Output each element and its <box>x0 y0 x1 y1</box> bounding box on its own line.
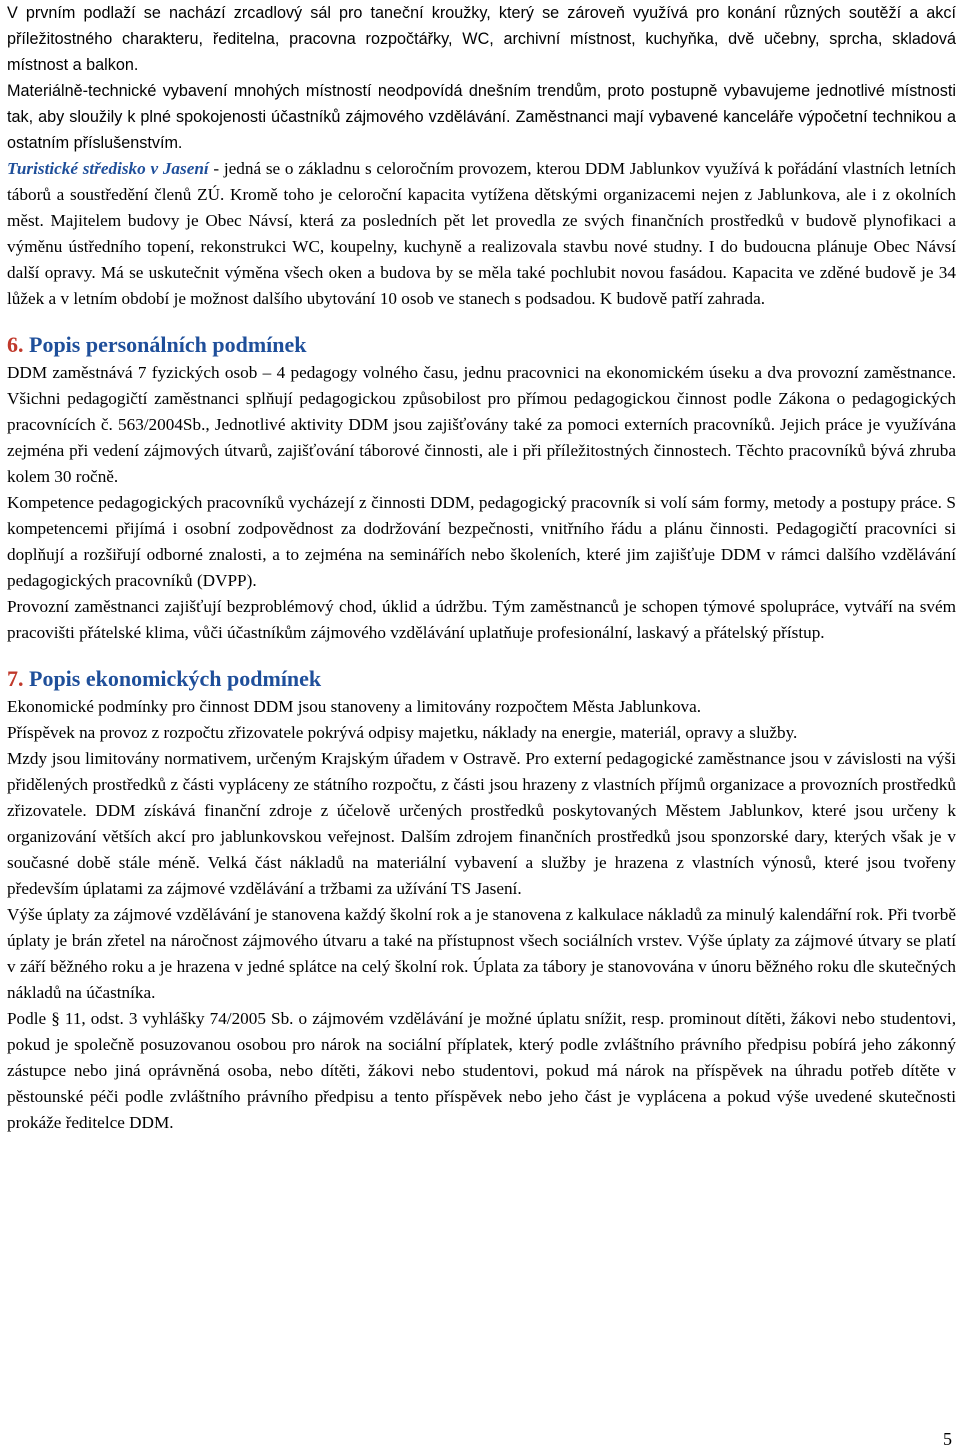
section-7-paragraph-2: Příspěvek na provoz z rozpočtu zřizovatele pokrývá odpisy majetku, náklady na energie, materiál, opravy a služby. <box>7 723 798 742</box>
page-number: 5 <box>943 1429 952 1449</box>
spacer <box>7 646 956 664</box>
paragraph-first-floor: V prvním podlaží se nachází zrcadlový sál pro taneční kroužky, který se zároveň využívá pro konání různých soutěží a akcí příležitostného charakteru, ředitelna, pracovna rozpočtářky, WC, archivní místnost, kuchyňka, dvě učebny, sprcha, skladová místnost a balkon. <box>7 4 956 74</box>
tourist-centre-highlight: Turistické středisko v Jasení <box>7 159 209 178</box>
section-6-paragraph-1: DDM zaměstnává 7 fyzických osob – 4 pedagogy volného času, jednu pracovnici na ekonomickém úseku a dva provozní zaměstnance. Všichni pedagogičtí zaměstnanci splňují pedagogickou způsobilost pro přímou pedagogickou činnost podle Zákona o pedagogických pracovnících č. 563/2004Sb., Jednotlivé aktivity DDM jsou zajišťovány také za pomoci externích pracovníků. Jejich práce je využívána zejména při vedení zájmových útvarů, zajišťování táborové činnosti, ale i při příležitostných činnostech. Těchto pracovníků bývá zhruba kolem 30 ročně. <box>7 363 956 486</box>
section-7-title: Popis ekonomických podmínek <box>29 666 322 691</box>
section-7-paragraph-4: Výše úplaty za zájmové vzdělávání je stanovena každý školní rok a je stanovena z kalkulace nákladů za minulý kalendářní rok. Při tvorbě úplaty je brán zřetel na náročnost zájmového útvaru a také na přístupnost všech sociálních vrstev. Výše úplaty za zájmové útvary se platí v září běžného roku a je hrazena v jedné splátce na celý školní rok. Úplata za tábory je stanovována v únoru běžného roku dle skutečných nákladů na účastníka. <box>7 905 956 1002</box>
document-page <box>7 0 956 1136</box>
section-6-heading <box>7 330 956 360</box>
paragraph-tourist-centre <box>7 156 956 312</box>
section-7-heading <box>7 664 956 694</box>
section-6-number: 6. <box>7 332 24 357</box>
tourist-centre-text: - jedná se o základnu s celoročním provozem, kterou DDM Jablunkov využívá k pořádání vlastních letních táborů a soustředění členů ZÚ. Kromě toho je celoroční kapacita vytížena dětskými organizacemi nejen z Jablunkova, ale i z okolních měst. Majitelem budovy je Obec Návsí, která za posledních pět let provedla ze svých finančních prostředků v budově plynofikaci a výměnu ústředního topení, rekonstrukci WC, koupelny, kuchyně a realizovala stavbu nové studny. I do budoucna plánuje Obec Návsí další opravy. Má se uskutečnit výměna všech oken a budova by se měla také pochlubit novou fasádou. Kapacita ve zděné budově je 34 lůžek a v letním období je možnost dalšího ubytování 10 osob ve stanech s podsadou. K budově patří zahrada. <box>7 159 957 308</box>
spacer <box>7 312 956 330</box>
section-7-number: 7. <box>7 666 24 691</box>
paragraph-equipment: Materiálně-technické vybavení mnohých místností neodpovídá dnešním trendům, proto postupně vybavujeme jednotlivé místnosti tak, aby sloužily k plné spokojenosti účastníků zájmového vzdělávání. Zaměstnanci mají vybavené kanceláře výpočetní technikou a ostatním příslušenstvím. <box>7 82 956 152</box>
section-7-paragraph-5: Podle § 11, odst. 3 vyhlášky 74/2005 Sb. o zájmovém vzdělávání je možné úplatu snížit, resp. prominout dítěti, žákovi nebo studentovi, pokud je společně posuzovanou osobou pro nárok na sociální příplatek, který podle zvláštního právního předpisu pobírá jeho zákonný zástupce nebo jiná oprávněná osoba, nebo dítěti, žákovi nebo studentovi, pokud má nárok na příspěvek na úhradu potřeb dítěte v pěstounské péči podle zvláštního právního předpisu a tento příspěvek nebo jeho část je vyplácena a pokud výše uvedené skutečnosti prokáže ředitelce DDM. <box>7 1009 956 1132</box>
section-6-paragraph-3: Provozní zaměstnanci zajišťují bezproblémový chod, úklid a údržbu. Tým zaměstnanců je schopen týmové spolupráce, vytváří na svém pracovišti přátelské klima, vůči účastníkům zájmového vzdělávání uplatňuje profesionální, laskavý a přátelský přístup. <box>7 597 956 642</box>
section-7-paragraph-3: Mzdy jsou limitovány normativem, určeným Krajským úřadem v Ostravě. Pro externí pedagogické zaměstnance jsou v závislosti na výši přidělených prostředků z části vypláceny ze státního rozpočtu, z části jsou hrazeny z vlastních příjmů organizace a provozních prostředků zřizovatele. DDM získává finanční zdroje z účelově určených prostředků poskytovaných Městem Jablunkov, které jsou určeny k organizování větších akcí pro jablunkovskou veřejnost. Dalším zdrojem finančních prostředků jsou sponzorské dary, kterých však je v současné době stále méně. Velká část nákladů na materiální vybavení a služby je hrazena z vlastních výnosů, které jsou tvořeny především úplatami za zájmové vzdělávání a tržbami za užívání TS Jasení. <box>7 749 956 898</box>
section-6-title: Popis personálních podmínek <box>29 332 307 357</box>
section-6-paragraph-2: Kompetence pedagogických pracovníků vycházejí z činnosti DDM, pedagogický pracovník si volí sám formy, metody a postupy práce. S kompetencemi přijímá i osobní zodpovědnost za dodržování bezpečnosti, vnitřního řádu a plánu činnosti. Pedagogičtí pracovníci si doplňují a rozšiřují odborné znalosti, a to zejména na seminářích nebo školeních, které jim zajišťuje DDM v rámci dalšího vzdělávání pedagogických pracovníků (DVPP). <box>7 493 956 590</box>
section-7-paragraph-1: Ekonomické podmínky pro činnost DDM jsou stanoveny a limitovány rozpočtem Města Jablunkova. <box>7 697 702 716</box>
